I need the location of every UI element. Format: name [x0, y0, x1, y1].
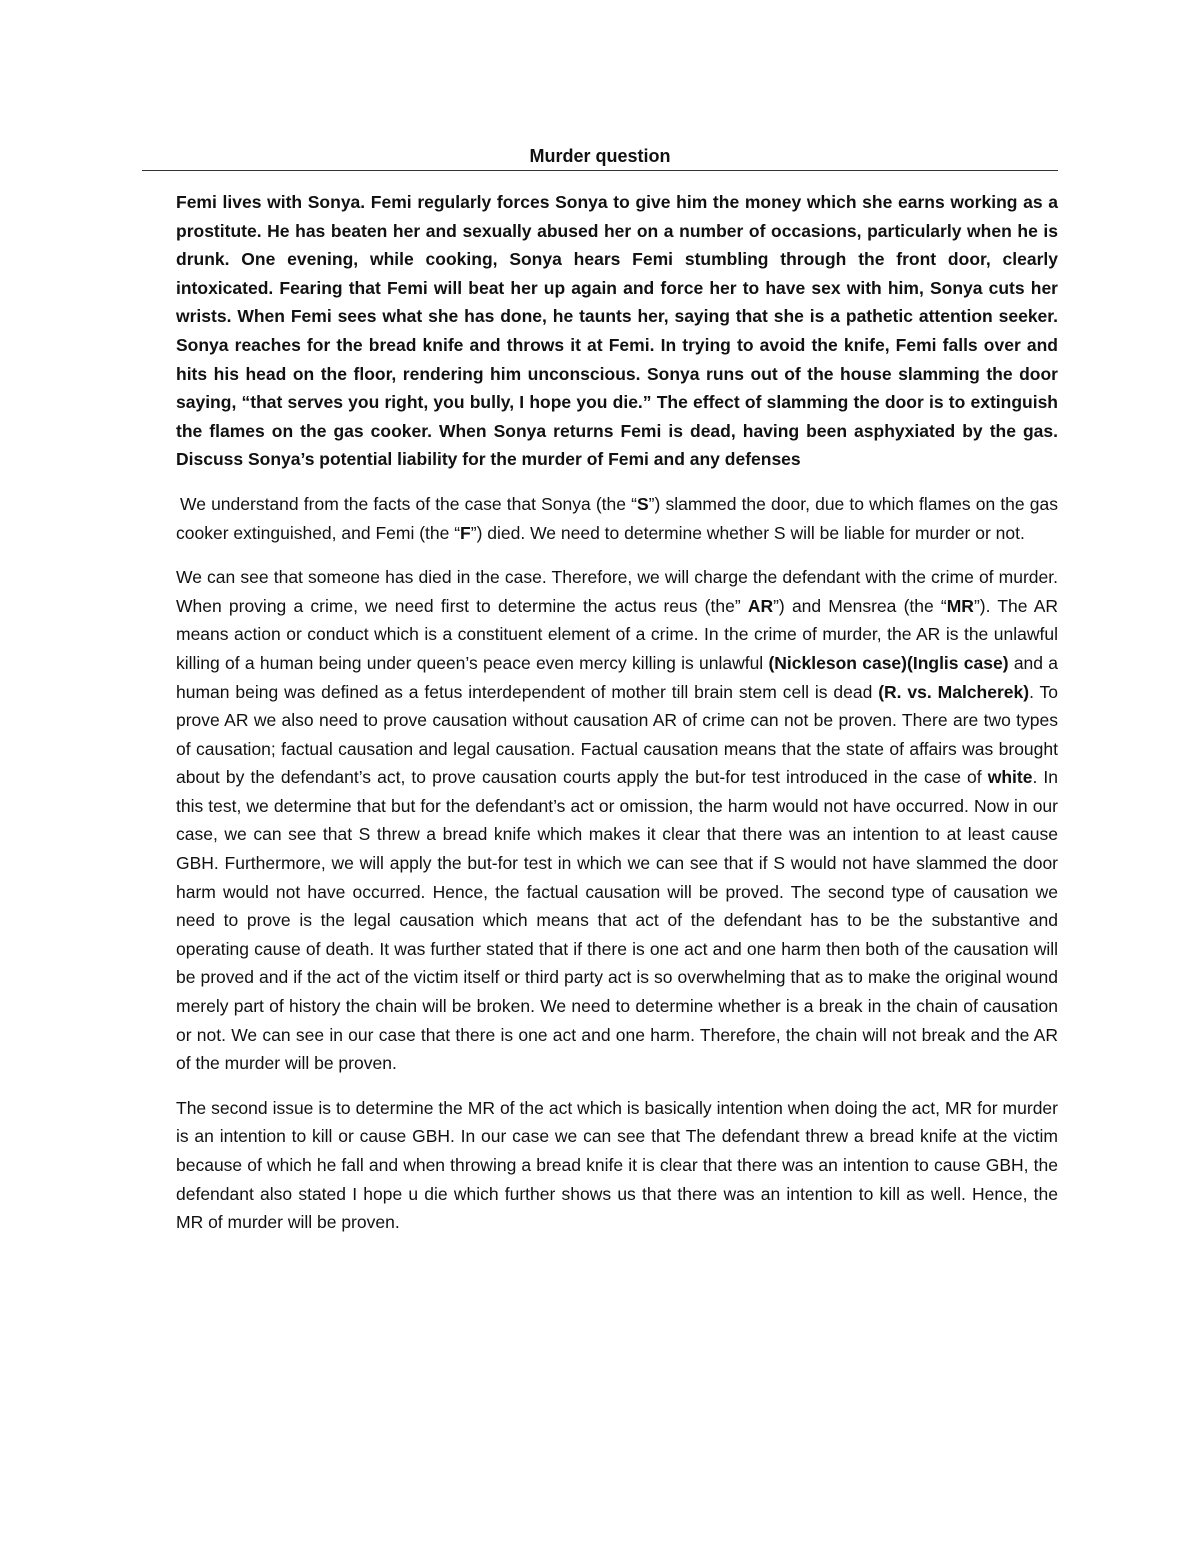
answer-2-text-3: ”). The AR means action or conduct which is a constituent element of a crime. In the crime of murder, the AR is the unlawful killing of a human being under queen’s peace even mercy killing is unlawful — [176, 595, 1058, 673]
question-paragraph: Femi lives with Sonya. Femi regularly forces Sonya to give him the money which she earns working as a prostitute. He has beaten her and sexually abused her on a number of occasions, particularly when he is drunk. One evening, while cooking, Sonya hears Femi stumbling through the front door, clearly intoxicated. Fearing that Femi will beat her up again and force her to have sex with him, Sonya cuts her wrists. When Femi sees what she has done, he taunts her, saying that she is a pathetic attention seeker. Sonya reaches for the bread knife and throws it at Femi. In trying to avoid the knife, Femi falls over and hits his head on the floor, rendering him unconscious. Sonya runs out of the house slamming the door saying, “that serves you right, you bully, I hope you die.” The effect of slamming the door is to extinguish the flames on the gas cooker. When Sonya returns Femi is dead, having been asphyxiated by the gas. Discuss Sonya’s potential liability for the murder of Femi and any defenses — [176, 192, 1058, 470]
answer-1-bold-s: S — [636, 493, 649, 514]
document-title: Murder question — [529, 146, 671, 166]
answer-2-text-4: and a human being was defined as a fetus interdependent of mother till brain stem cell is dead — [176, 652, 1059, 702]
answer-1-bold-f: F — [460, 522, 471, 543]
answer-paragraph-2 — [176, 563, 1058, 1078]
case-citation-inglis: (Inglis case) — [907, 652, 1009, 673]
answer-2-bold-ar: AR — [747, 595, 774, 616]
title-underline — [142, 170, 1058, 171]
answer-1-text-d: ”) died. We need to determine whether S will be liable for murder or not. — [470, 522, 1025, 543]
answer-2-bold-mr: MR — [946, 595, 974, 616]
case-citation-white: white — [987, 767, 1033, 788]
case-citation-malcherek: (R. vs. Malcherek) — [878, 681, 1030, 702]
answer-2-text-5: . To prove AR we also need to prove causation without causation AR of crime can not be proven. There are two types of causation; factual causation and legal causation. Factual causation means that the state of affairs was brought about by the defendant’s act, to prove causation courts apply the but-for test introduced in the case of — [176, 681, 1058, 788]
answer-2-text-1: We can see that someone has died in the case. Therefore, we will charge the defendant with the crime of murder. When proving a crime, we need first to determine the actus reus (the” — [176, 567, 1058, 616]
answer-2-text-6: . In this test, we determine that but for the defendant’s act or omission, the harm would not have occurred. Now in our case, we can see that S threw a bread knife which makes it clear that there was an intention to at least cause GBH. Furthermore, we will apply the but-for test in which we can see that if S would not have slammed the door harm would not have occurred. Hence, the factual causation will be proved. The second type of causation we need to prove is the legal causation which means that act of the defendant has to be the substantive and operating cause of death. It was further stated that if there is one act and one harm then both of the causation will be proved and if the act of the victim itself or third party act is so overwhelming that as to make the original wound merely part of history the chain will be broken. We need to determine whether is a break in the chain of causation or not. We can see in our case that there is one act and one harm. Therefore, the chain will not break and the AR of the murder will be proven. — [176, 767, 1058, 1074]
answer-2-text-2: ”) and Mensrea (the “ — [773, 595, 947, 616]
answer-paragraph-1 — [176, 490, 1058, 547]
case-citation-nickleson: (Nickleson case) — [768, 652, 907, 673]
answer-1-text-a: We understand from the facts of the case that Sonya (the “ — [180, 493, 637, 514]
document-body — [176, 188, 1058, 1253]
answer-paragraph-3: The second issue is to determine the MR of the act which is basically intention when doing the act, MR for murder is an intention to kill or cause GBH. In our case we can see that The defendant threw a bread knife at the victim because of which he fall and when throwing a bread knife it is clear that there was an intention to cause GBH, the defendant also stated I hope u die which further shows us that there was an intention to kill as well. Hence, the MR of murder will be proven. — [176, 1097, 1058, 1233]
answer-1-text-c: ”) slammed the door, due to which flames on the gas cooker extinguished, and Femi (the “ — [176, 493, 1058, 543]
